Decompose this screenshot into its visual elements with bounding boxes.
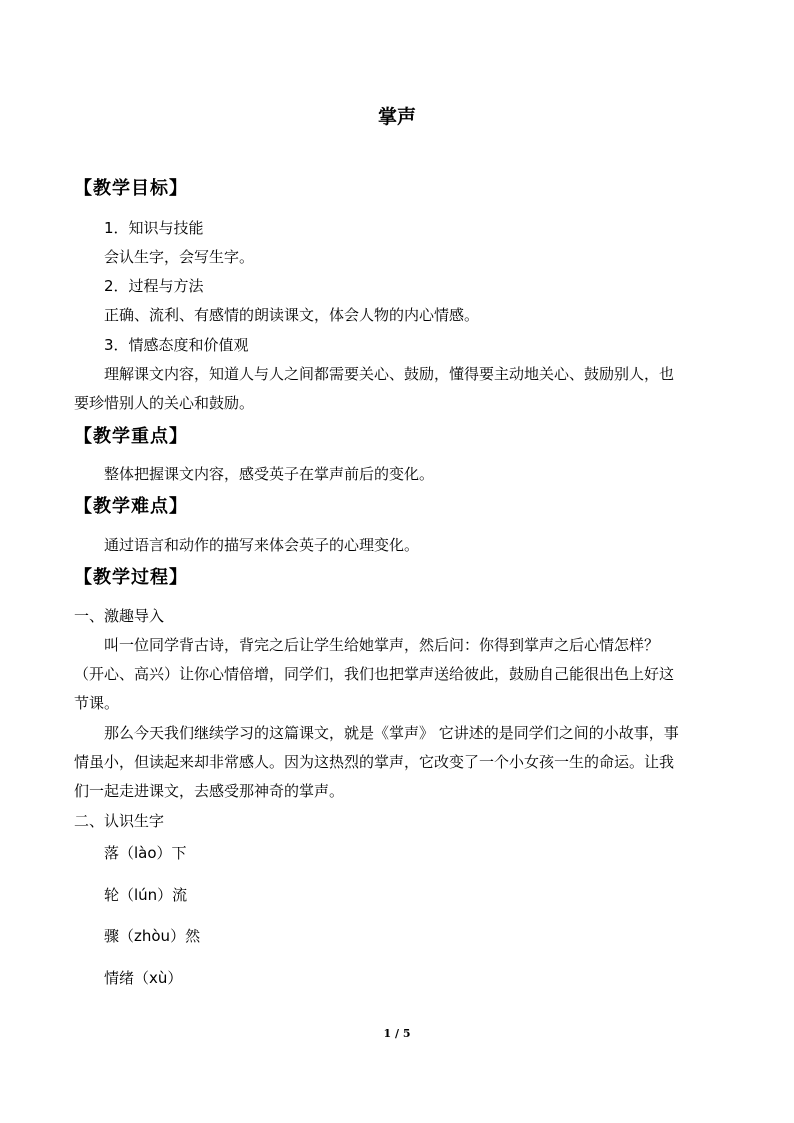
word-item-1: 落（lào）下 [104,844,187,862]
step1-title: 一、激趣导入 [74,607,165,625]
objective-3-text-line1: 理解课文内容，知道人与人之间都需要关心、鼓励，懂得要主动地关心、鼓励别人，也 [104,365,675,383]
objective-1-title: 1．知识与技能 [104,219,204,237]
step1-para2-line2: 情虽小，但读起来却非常感人。因为这热烈的掌声，它改变了一个小女孩一生的命运。让我 [74,753,675,771]
key-points-text: 整体把握课文内容，感受英子在掌声前后的变化。 [104,465,435,483]
step1-para1-line2: （开心、高兴）让你心情倍增，同学们，我们也把掌声送给彼此，鼓励自己能很出色上好这 [74,665,675,683]
heading-objectives: 【教学目标】 [74,178,188,199]
objective-1-text: 会认生字，会写生字。 [104,248,255,266]
page-indicator: 1 / 5 [383,1027,411,1040]
objective-3-title: 3．情感态度和价值观 [104,336,249,354]
step1-para1-line1: 叫一位同学背古诗，背完之后让学生给她掌声，然后问：你得到掌声之后心情怎样？ [104,636,660,654]
word-item-4: 情绪（xù） [104,969,183,987]
document-title: 掌声 [377,106,416,128]
objective-2-text: 正确、流利、有感情的朗读课文，体会人物的内心情感。 [104,306,480,324]
word-item-3: 骤（zhòu）然 [104,927,201,945]
heading-difficulties: 【教学难点】 [74,496,188,517]
heading-key-points: 【教学重点】 [74,426,188,447]
step2-title: 二、认识生字 [74,812,165,830]
objective-3-text-line2: 要珍惜别人的关心和鼓励。 [74,394,255,412]
step1-para2-line1: 那么今天我们继续学习的这篇课文，就是《掌声》 它讲述的是同学们之间的小故事，事 [104,724,679,742]
heading-process: 【教学过程】 [74,567,188,588]
objective-2-title: 2．过程与方法 [104,277,204,295]
step1-para2-line3: 们一起走进课文，去感受那神奇的掌声。 [74,782,345,800]
step1-para1-line3: 节课。 [74,694,120,712]
word-item-2: 轮（lún）流 [104,886,188,904]
difficulties-text: 通过语言和动作的描写来体会英子的心理变化。 [104,536,420,554]
